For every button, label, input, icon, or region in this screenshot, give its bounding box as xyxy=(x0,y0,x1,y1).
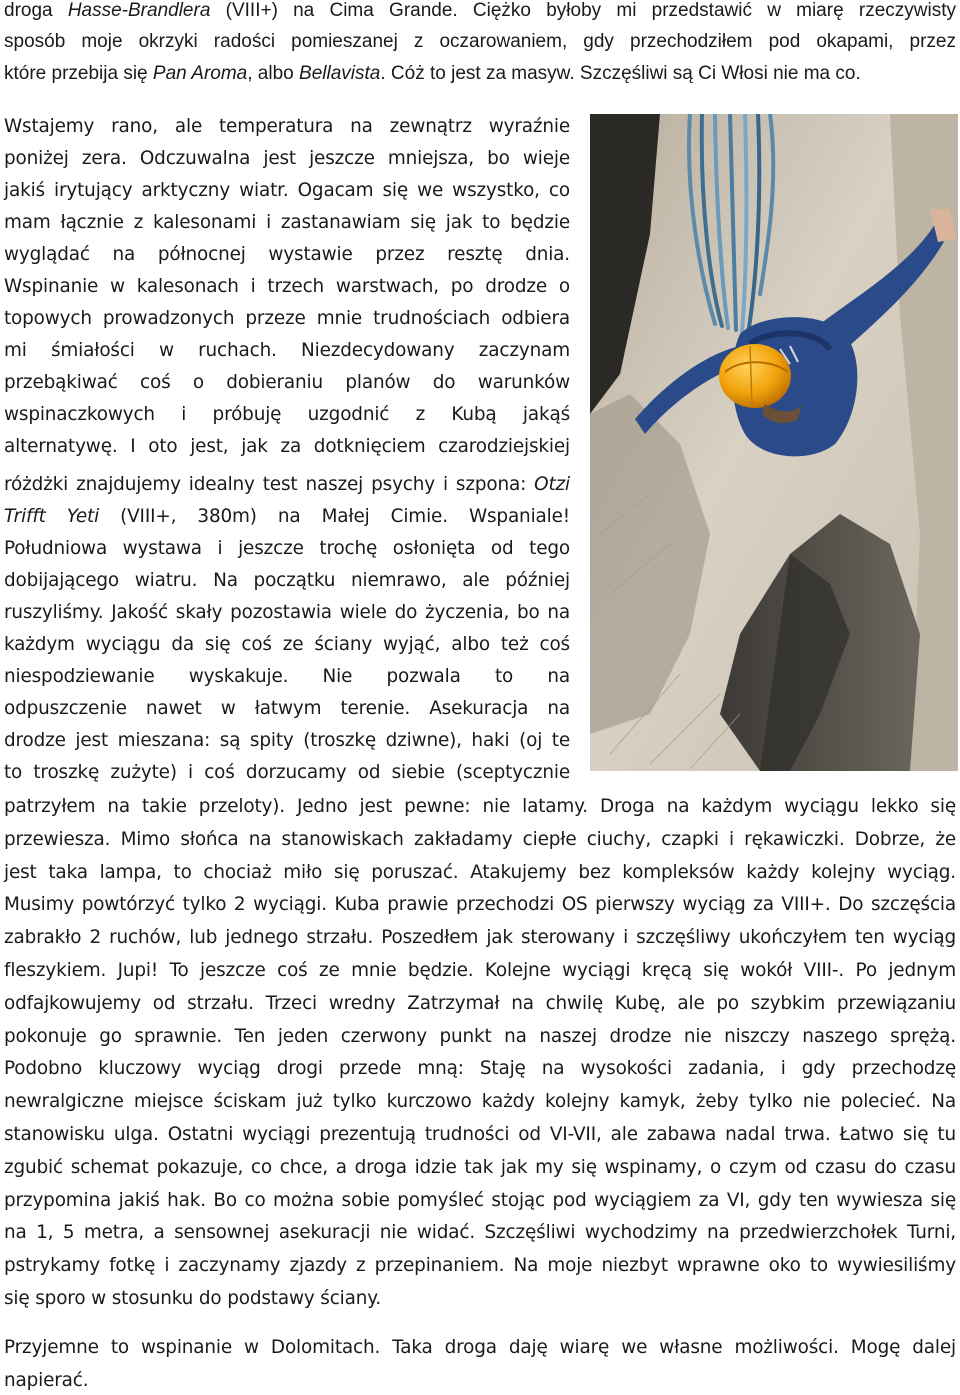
full-line-8: pokonuje go sprawnie. Ten jeden czerwony punkt na naszej drodze nie niszczy naszego sprężą. xyxy=(4,1025,956,1047)
route-name-trifft-yeti: Trifft Yeti xyxy=(4,506,100,527)
full-line-14: na 1, 5 metra, a sensownej asekuracji nie widać. Szczęśliwi wychodzimy na przedwierzchołek Turni, xyxy=(4,1222,956,1244)
wrapped-line-1: Wstajemy rano, ale temperatura na zewnątrz wyraźnie xyxy=(4,116,570,137)
full-line-6: fleszykiem. Jupi! To jeszcze coś ze mnie będzie. Kolejne wyciągi kręcą się wokół VIII-. Po jednym xyxy=(4,960,956,981)
full-line-7: odfajkowujemy od strzału. Trzeci wredny Zatrzymał na chwilę Kubę, ale po szybkim przewiązaniu xyxy=(4,992,956,1014)
closing-line-2: napierać. xyxy=(4,1370,89,1391)
full-line-2: przewiesza. Mimo słońca na stanowiskach zakładamy ciepłe ciuchy, czapki i rękawiczki. Dobrze, że xyxy=(4,828,956,850)
climber-on-rock-image xyxy=(590,114,958,771)
full-line-16: się sporo w stosunku do podstawy ściany. xyxy=(4,1288,382,1309)
full-line-1: patrzyłem na takie przeloty). Jedno jest pewne: nie latamy. Droga na każdym wyciągu lekko się xyxy=(4,796,956,817)
full-line-13: przypomina jakiś hak. Bo co można sobie pomyśleć stojąc pod wyciągiem za VI, gdy ten wywiesza się xyxy=(4,1189,956,1211)
wrapped-line-14: Południowa wystawa i jeszcze trochę osłonięta od tego xyxy=(4,538,570,559)
wrapped-line-16: ruszyliśmy. Jakość skały pozostawia wiele do życzenia, bo na xyxy=(4,602,570,623)
route-name-bellavista: Bellavista xyxy=(299,63,381,84)
intro-line-1: droga Hasse-Brandlera (VIII+) na Cima Grande. Ciężko byłoby mi przedstawić w miarę rzeczywisty xyxy=(4,0,956,21)
wrapped-line-17: każdym wyciągu da się coś ze ściany wyjąć, albo też coś xyxy=(4,634,570,655)
full-line-9: Podobno kluczowy wyciąg drogi przede mną: Staję na wysokości zadania, i gdy przechodzę xyxy=(4,1058,956,1080)
route-name-hasse-brandler: Hasse-Brandlera xyxy=(67,0,211,21)
intro-line-3: które przebija się Pan Aroma, albo Bellavista. Cóż to jest za masyw. Szczęśliwi są Ci Włosi nie ma co. xyxy=(4,63,861,84)
full-line-12: zgubić schemat pokazuje, co chce, a droga idzie tak jak my się wspinamy, o czym od czasu do czasu xyxy=(4,1156,956,1178)
wrapped-line-11: alternatywę. I oto jest, jak za dotknięciem czarodziejskiej xyxy=(4,436,570,457)
intro-line-2: sposób moje okrzyki radości pomieszanej z oczarowaniem, gdy przechodziłem pod okapami, przez xyxy=(4,31,956,52)
wrapped-line-2: poniżej zera. Odczuwalna jest jeszcze mniejsza, bo wieje xyxy=(4,148,570,169)
route-name-pan-aroma: Pan Aroma xyxy=(152,63,248,84)
wrapped-line-4: mam łącznie z kalesonami i zastanawiam się jak to będzie xyxy=(4,212,570,233)
wrapped-line-12: różdżki znajdujemy idealny test naszej psychy i szpona: Otzi xyxy=(4,474,570,495)
wrapped-line-21: to troszkę zużyte) i coś dorzucamy od siebie (sceptycznie xyxy=(4,762,570,783)
climbing-photo xyxy=(590,114,958,771)
wrapped-line-10: wspinaczkowych i próbuję uzgodnić z Kubą jakąś xyxy=(4,404,570,425)
wrapped-line-19: odpuszczenie nawet w łatwym terenie. Asekuracja na xyxy=(4,698,570,719)
wrapped-line-9: przebąkiwać coś o dobieraniu planów do warunków xyxy=(4,372,570,393)
wrapped-line-3: jakiś irytujący arktyczny wiatr. Ogacam się we wszystko, co xyxy=(4,180,570,201)
wrapped-line-18: niespodziewanie wyskakuje. Nie pozwala to na xyxy=(4,666,570,687)
full-line-5: zabrakło 2 ruchów, lub jednego strzału. Poszedłem jak sterowany i szczęśliwy ukończyłem ten wyciąg xyxy=(4,927,956,949)
wrapped-line-20: drodze jest mieszana: są spity (troszkę dziwne), haki (oj te xyxy=(4,730,570,751)
full-line-15: pstrykamy fotkę i zaczynamy zjazdy z przepinaniem. Na moje niezbyt wprawne oko to wywiesiliśmy xyxy=(4,1255,956,1277)
wrapped-line-6: Wspinanie w kalesonach i trzech warstwach, po drodze o xyxy=(4,276,570,297)
full-line-11: stanowisku ulga. Ostatni wyciągi prezentują trudności od VI-VII, ale zabawa nadal trwa. Łatwo się tu xyxy=(4,1124,956,1145)
wrapped-line-5: wyglądać na północnej wystawie przez resztę dnia. xyxy=(4,244,570,265)
wrapped-line-13: Trifft Yeti (VIII+, 380m) na Małej Cimie. Wspaniale! xyxy=(4,506,570,527)
full-line-4: Musimy powtórzyć tylko 2 wyciągi. Kuba prawie przechodzi OS pierwszy wyciąg za VIII+. Do szczęścia xyxy=(4,894,956,916)
wrapped-line-7: topowych prowadzonych przeze mnie trudnościach odbiera xyxy=(4,308,570,329)
full-line-3: jest taka lampa, to chociaż miło się poruszać. Atakujemy bez kompleksów każdy kolejny wyciąg. xyxy=(4,861,956,883)
wrapped-line-15: dobijającego wiatru. Na początku niemrawo, ale później xyxy=(4,570,570,591)
wrapped-line-8: mi śmiałości w ruchach. Niezdecydowany zaczynam xyxy=(4,340,570,361)
full-line-10: newralgiczne miejsce ściskam już tylko kurczowo każdy kolejny kamyk, żeby tylko nie polecieć. Na xyxy=(4,1091,956,1113)
route-name-otzi: Otzi xyxy=(534,474,570,495)
closing-line-1: Przyjemne to wspinanie w Dolomitach. Taka droga daję wiarę we własne możliwości. Mogę dalej xyxy=(4,1337,956,1358)
